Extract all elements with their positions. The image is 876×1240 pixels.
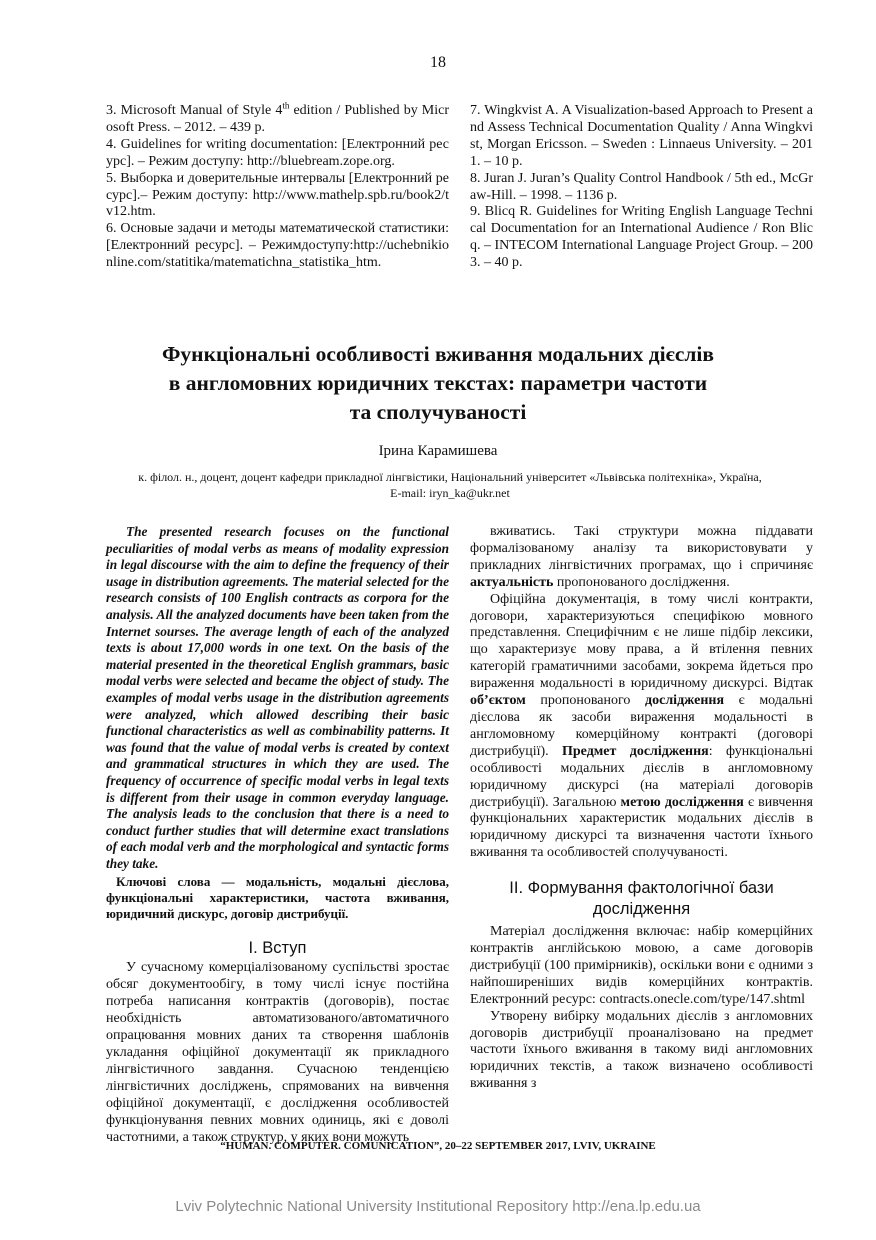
- paragraph: У сучасному комерціалізованому суспільстві зростає обсяг документообігу, в тому числі існує постійна потреба написання контрактів (договорів), постає необхідність автоматизованого/автоматичного опрацювання мовних даних та створення шаблонів укладання офіційної документації як прикладного лінгвістичного завдання. Сучасною тенденцією лінгвістичних досліджень, спрямованих на вивчення офіційної документації, є дослідження особливостей функціонування певних мовних одиниць, які є доволі частотними, а також структур, у яких вони можуть: [106, 960, 449, 1146]
- section-heading-fact-base: II. Формування фактологічної бази дослідження: [509, 879, 774, 919]
- text-segment: пропонованого дослідження.: [553, 574, 730, 590]
- paragraph: Утворену вибірку модальних дієслів з англомовних договорів дистрибуції проаналізовано на предмет частоти їхнього вживання в такому виді англомовних юридичних текстів, а також визначено особливості вживання з: [470, 1008, 813, 1092]
- author-email: E-mail: iryn_ka@ukr.net: [390, 486, 510, 500]
- affiliation-text: к. філол. н., доцент, доцент кафедри прикладної лінгвістики, Національний університет «Львівська політехніка», Україна,: [138, 470, 762, 484]
- bold-term: метою дослідження: [620, 794, 744, 810]
- text-segment: 5. Выборка и доверительные интервалы [Електронний ресурс].– Режим доступу: http://www.mathelp.spb.ru/book2/tv12.htm.: [106, 170, 449, 220]
- text-segment: є модальні дієслова як засоби вираження модальності в англомовному комерційному контракті (договорі дистрибуції).: [470, 693, 813, 759]
- bold-term: дослідження: [645, 693, 725, 709]
- text-segment: 4. Guidelines for writing documentation: [Електронний ресурс]. – Режим доступу: http://bluebream.zope.org.: [106, 136, 449, 169]
- text-segment: : функціональні особливості модальних дієслів в англомовному юридичному дискурсі (на матеріалі договорів дистрибуції). Загальною: [470, 743, 813, 810]
- text-segment: edition / Published by Microsoft Press. – 2012. – 439 p.: [106, 103, 449, 135]
- text-segment: є вивчення функціональних характеристик модальних дієслів в юридичному дискурсі та визначення частоти їхнього вживання та особливостей сполучуваності.: [470, 794, 813, 861]
- reference-item: [470, 204, 813, 272]
- right-paragraphs: [470, 524, 813, 862]
- reference-item: [106, 171, 449, 222]
- title-line: та сполучуваності: [349, 400, 527, 424]
- text-segment: 7. Wingkvist A. A Visualization-based Approach to Present and Assess Technical Documentation Quality / Anna Wingkvist, Morgan Ericsson. – Sweden : Linnaeus University. – 2011. – 10 p.: [470, 103, 813, 169]
- article-title: [100, 340, 776, 427]
- reference-item: [470, 103, 813, 171]
- author-name: Ірина Карамишева: [378, 443, 498, 459]
- title-line: Функціональні особливості вживання модальних дієслів: [161, 342, 715, 366]
- title-line: в англомовних юридичних текстах: параметри частоти: [168, 371, 708, 395]
- text-segment: пропонованого: [525, 693, 646, 709]
- text-segment: 6. Основые задачи и методы математической статистики: [Електронний ресурс]. – Режимдоступу:http://uchebnikionline.com/statitika/matematichna_statistika_htm.: [106, 221, 449, 271]
- text-segment: вживатись. Такі структури можна піддавати формалізованому аналізу та використовувати у прикладних лінгвістичних програмах, що і спричиняє: [470, 524, 813, 573]
- text-segment: 9. Blicq R. Guidelines for Writing English Language Technical Documentation for an International Audience / Ron Blicq. – INTECOM International Language Project Group. – 2003. – 40 p.: [470, 204, 813, 271]
- author-affiliation: [90, 469, 810, 501]
- reference-item: [106, 137, 449, 171]
- text-segment: th: [282, 100, 290, 111]
- conference-footer: “HUMAN. COMPUTER. COMUNICATION”, 20–22 SEPTEMBER 2017, LVIV, UKRAINE: [220, 1140, 656, 1152]
- paragraph: [470, 592, 813, 863]
- text-segment: Офіційна документація, в тому числі контракти, договори, характеризуються специфікою мовного представлення. Специфічним є не лише підбір лексики, що характеризує мову права, а й втілення певних категорій граматичними засобами, зокрема йдеться про вираження модальності в юридичному дискурсі. Відтак: [470, 591, 813, 692]
- section-heading-intro: I. Вступ: [248, 939, 307, 958]
- left-column: [106, 524, 449, 1146]
- references-left: [106, 100, 449, 272]
- paragraph: Матеріал дослідження включає: набір комерційних контрактів англійською мовою, а саме договорів дистрибуції (100 примірників), оскільки вони є одними з найпоширеніших видів комерційних контрактів. Електронний ресурс: contracts.onecle.com/type/147.shtml: [470, 924, 813, 1007]
- bold-term: Предмет дослідження: [561, 743, 709, 759]
- paragraph: [470, 524, 813, 592]
- text-segment: 8. Juran J. Juran’s Quality Control Handbook / 5th ed., McGraw-Hill. – 1998. – 1136 p.: [470, 170, 813, 203]
- references-right: [470, 103, 813, 272]
- bold-term: актуальність: [470, 574, 554, 590]
- text-segment: 3. Microsoft Manual of Style 4: [106, 103, 283, 118]
- page-number: 18: [430, 54, 446, 71]
- reference-item: [106, 100, 449, 137]
- bold-term: об’єктом: [470, 693, 526, 709]
- reference-item: [106, 221, 449, 272]
- right-column: [470, 524, 813, 1093]
- abstract: The presented research focuses on the functional peculiarities of modal verbs as means of modality expression in legal discourse with the aim to define the frequency of their usage in distribution agreements. The material selected for the research consists of 100 English contracts as corpora for the analysis. All the analyzed documents have been taken from the Internet sourses. The average length of each of the analyzed texts is about 17,000 words in one text. On the basis of the material presented in the theoretical English grammars, basic modal verbs were selected and became the object of study. The examples of modal verbs usage in the distribution agreements were analyzed, which allowed describing their basic functional characteristics as well as combinability patterns. It was found that the value of modal verbs is created by context and grammatical structures in which they are used. The frequency of occurrence of specific modal verbs in legal texts is different from their usage in common everyday language. The analysis leads to the conclusion that there is a need to conduct further studies that will determine exact translations of each modal verb and the morphological and syntactic forms they take.: [106, 524, 450, 871]
- keywords: Ключові слова — модальність, модальні дієслова, функціональні характеристики, частота вживання, юридичний дискурс, договір дистрибуції.: [106, 874, 449, 922]
- reference-item: [470, 171, 813, 205]
- repository-watermark: Lviv Polytechnic National University Institutional Repository http://ena.lp.edu.ua: [175, 1198, 701, 1215]
